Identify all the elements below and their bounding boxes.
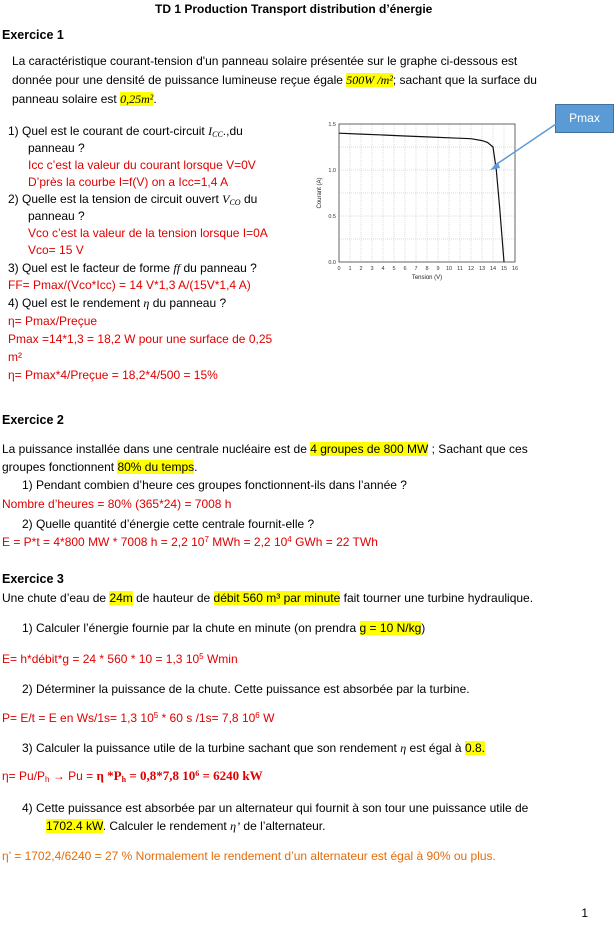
y-tick-label: 1.5 (328, 122, 336, 128)
x-tick-label: 0 (337, 266, 341, 272)
ex3-q4-line1: 4) Cette puissance est absorbée par un alternateur qui fournit à son tour une puissance utile de (22, 801, 529, 815)
text: est égal à (409, 741, 462, 755)
pmax-callout: Pmax (555, 104, 614, 133)
ex1-q4 (8, 295, 226, 311)
text: Une chute d’eau de (2, 591, 107, 605)
exponent: 4 (287, 535, 292, 544)
text: 4) Quel est le rendement (8, 296, 141, 310)
text: 1) Quel est le courant de court-circuit (8, 124, 205, 138)
ex1-q1-cont: panneau ? (28, 141, 85, 155)
y-tick-label: 1.0 (328, 168, 336, 174)
text: . Calculer le rendement (102, 819, 227, 833)
ex3-p1 (2, 590, 533, 606)
ex2-q2: 2) Quelle quantité d’énergie cette centrale fournit-elle ? (22, 517, 315, 531)
highlight-time: 80% du temps (117, 460, 195, 474)
text: ; sachant que la surface du (392, 73, 537, 87)
text: * 60 s /1s= 7,8 10 (158, 711, 256, 725)
x-tick-label: 7 (414, 266, 418, 272)
math-symbol: η (400, 741, 407, 755)
exercise-2-heading: Exercice 2 (2, 413, 64, 427)
ex1-intro-line3 (12, 91, 157, 107)
ex3-q3 (22, 740, 485, 756)
math-symbol: η’ (230, 819, 241, 833)
text: E = P*t = 4*800 MW * 7008 h = 2,2 10 (2, 535, 205, 549)
exercise-3-heading: Exercice 3 (2, 572, 64, 586)
ex1-a3: FF= Pmax/(Vco*Icc) = 14 V*1,3 A/(15V*1,4 A) (8, 278, 251, 292)
ex1-a2-line1: Vco c’est la valeur de la tension lorsque I=0A (28, 226, 268, 240)
x-tick-label: 8 (425, 266, 429, 272)
y-tick-label: 0.5 (328, 214, 336, 220)
text: E= h*débit*g = 24 * 560 * 10 = 1,3 10 (2, 652, 200, 666)
text: η= Pu/P (2, 769, 46, 783)
ex2-a1: Nombre d’heures = 80% (365*24) = 7008 h (2, 497, 232, 511)
text: . (194, 460, 198, 474)
ex2-p2 (2, 459, 198, 475)
text: GWh = 22 TWh (291, 535, 378, 549)
highlight-flow: débit 560 m³ par minute (213, 591, 341, 605)
exercise-1-heading: Exercice 1 (2, 28, 64, 42)
x-tick-label: 12 (467, 266, 475, 272)
ex3-a1 (2, 651, 238, 667)
ex1-q3 (8, 260, 257, 276)
text: ) (421, 621, 426, 635)
y-axis-label: Courant (A) (317, 177, 323, 209)
text: donnée pour une densité de puissance lumineuse reçue égale (12, 73, 343, 87)
ex1-a1-line2: D’près la courbe I=f(V) on a Icc=1,4 A (28, 175, 229, 189)
highlight-surface: 0,25m² (120, 92, 154, 106)
text: de l’alternateur. (243, 819, 326, 833)
ex1-q2 (8, 191, 257, 207)
ex3-a3 (2, 768, 263, 784)
callout-arrow (480, 118, 560, 178)
text: 2) Quelle est la tension de circuit ouvert (8, 192, 219, 206)
subscript: h (45, 775, 50, 784)
highlight-height: 24m (109, 591, 133, 605)
ex1-a4-line2: Pmax =14*1,3 = 18,2 W pour une surface de 0,25 (8, 332, 273, 346)
x-tick-label: 1 (348, 266, 352, 272)
x-tick-label: 3 (370, 266, 374, 272)
math-subscript: CC (212, 130, 223, 139)
x-tick-label: 4 (381, 266, 385, 272)
text: 3) Calculer la puissance utile de la turbine sachant que son rendement (22, 741, 397, 755)
ex2-p1 (2, 441, 528, 457)
exponent: 6 (195, 769, 200, 778)
text: ; Sachant que ces (431, 442, 528, 456)
text: fait tourner une turbine hydraulique. (343, 591, 534, 605)
text: MWh = 2,2 10 (208, 535, 288, 549)
ex3-q4-line2 (46, 818, 325, 834)
ex3-q1 (22, 620, 425, 636)
x-tick-label: 11 (457, 266, 463, 272)
text: = 0,8*7,8 10 (126, 768, 196, 783)
exponent: 5 (199, 652, 204, 661)
text: → Pu = (49, 769, 97, 783)
ex1-q2-cont: panneau ? (28, 209, 85, 223)
ex1-a4-line3: m² (8, 350, 22, 364)
x-tick-label: 6 (403, 266, 407, 272)
math-symbol: ff (173, 261, 181, 275)
text: 1) Calculer l’énergie fournie par la chute en minute (on prendra (22, 621, 357, 635)
ex1-q1 (8, 123, 243, 139)
exponent: 6 (255, 711, 260, 720)
x-axis-label: Tension (V) (411, 275, 443, 281)
x-tick-label: 5 (392, 266, 396, 272)
x-tick-label: 9 (436, 266, 440, 272)
ex2-a2 (2, 534, 378, 550)
x-tick-label: 10 (445, 266, 453, 272)
x-tick-label: 2 (359, 266, 363, 272)
ex1-a4-line1: η= Pmax/Preçue (8, 314, 98, 328)
ex3-q2: 2) Déterminer la puissance de la chute. Cette puissance est absorbée par la turbine. (22, 682, 470, 696)
text: η *P (96, 768, 122, 783)
highlight-groups: 4 groupes de 800 MW (310, 442, 429, 456)
text: du (243, 192, 258, 206)
ex3-a2 (2, 710, 274, 726)
text: La puissance installée dans une centrale nucléaire est de (2, 442, 307, 456)
y-tick-label: 0.0 (328, 260, 336, 266)
text: Wmin (203, 652, 238, 666)
math-symbol: I (208, 124, 213, 138)
text: panneau solaire est (12, 92, 117, 106)
text: du panneau ? (183, 261, 257, 275)
text: 3) Quel est le facteur de forme (8, 261, 171, 275)
ex1-a1-line1: Icc c’est la valeur du courant lorsque V=0V (28, 158, 256, 172)
x-tick-label: 15 (500, 266, 508, 272)
callout-arrow-line (494, 124, 556, 166)
bold-formula (97, 768, 263, 783)
x-tick-label: 13 (478, 266, 486, 272)
highlight-power: 1702.4 kW (46, 819, 103, 833)
text: . (153, 92, 157, 106)
math-symbol: V (222, 192, 230, 206)
ex2-q1: 1) Pendant combien d’heure ces groupes fonctionnent-ils dans l’année ? (22, 478, 407, 492)
text: P= E/t = E en Ws/1s= 1,3 10 (2, 711, 154, 725)
ex1-intro-line2 (12, 72, 537, 88)
subscript: h (121, 775, 127, 784)
page-number: 1 (581, 906, 588, 920)
page-title: TD 1 Production Transport distribution d’énergie (155, 2, 433, 16)
highlight-g: g = 10 N/kg (359, 621, 422, 635)
x-tick-label: 14 (489, 266, 497, 272)
exponent: 5 (153, 711, 159, 720)
math-symbol: η (143, 296, 150, 310)
math-subscript: CO (229, 198, 241, 207)
text: de hauteur de (136, 591, 211, 605)
highlight-power-density: 500W /m² (346, 73, 393, 87)
text: groupes fonctionnent (2, 460, 115, 474)
x-tick-label: 16 (511, 266, 519, 272)
text: .,du (222, 124, 243, 138)
text: du panneau ? (152, 296, 227, 310)
highlight-efficiency: 0.8. (464, 741, 485, 755)
text: W (259, 711, 275, 725)
text: = 6240 kW (199, 768, 263, 783)
ex1-intro-line1: La caractéristique courant-tension d'un panneau solaire présentée sur le graphe ci-dessous est (12, 54, 518, 68)
ex1-a4-line4: η= Pmax*4/Preçue = 18,2*4/500 = 15% (8, 368, 218, 382)
ex1-a2-line2: Vco= 15 V (28, 243, 84, 257)
ex3-a4: η’ = 1702,4/6240 = 27 % Normalement le rendement d’un alternateur est égal à 90% ou plus. (2, 849, 496, 863)
exponent: 7 (204, 535, 209, 544)
